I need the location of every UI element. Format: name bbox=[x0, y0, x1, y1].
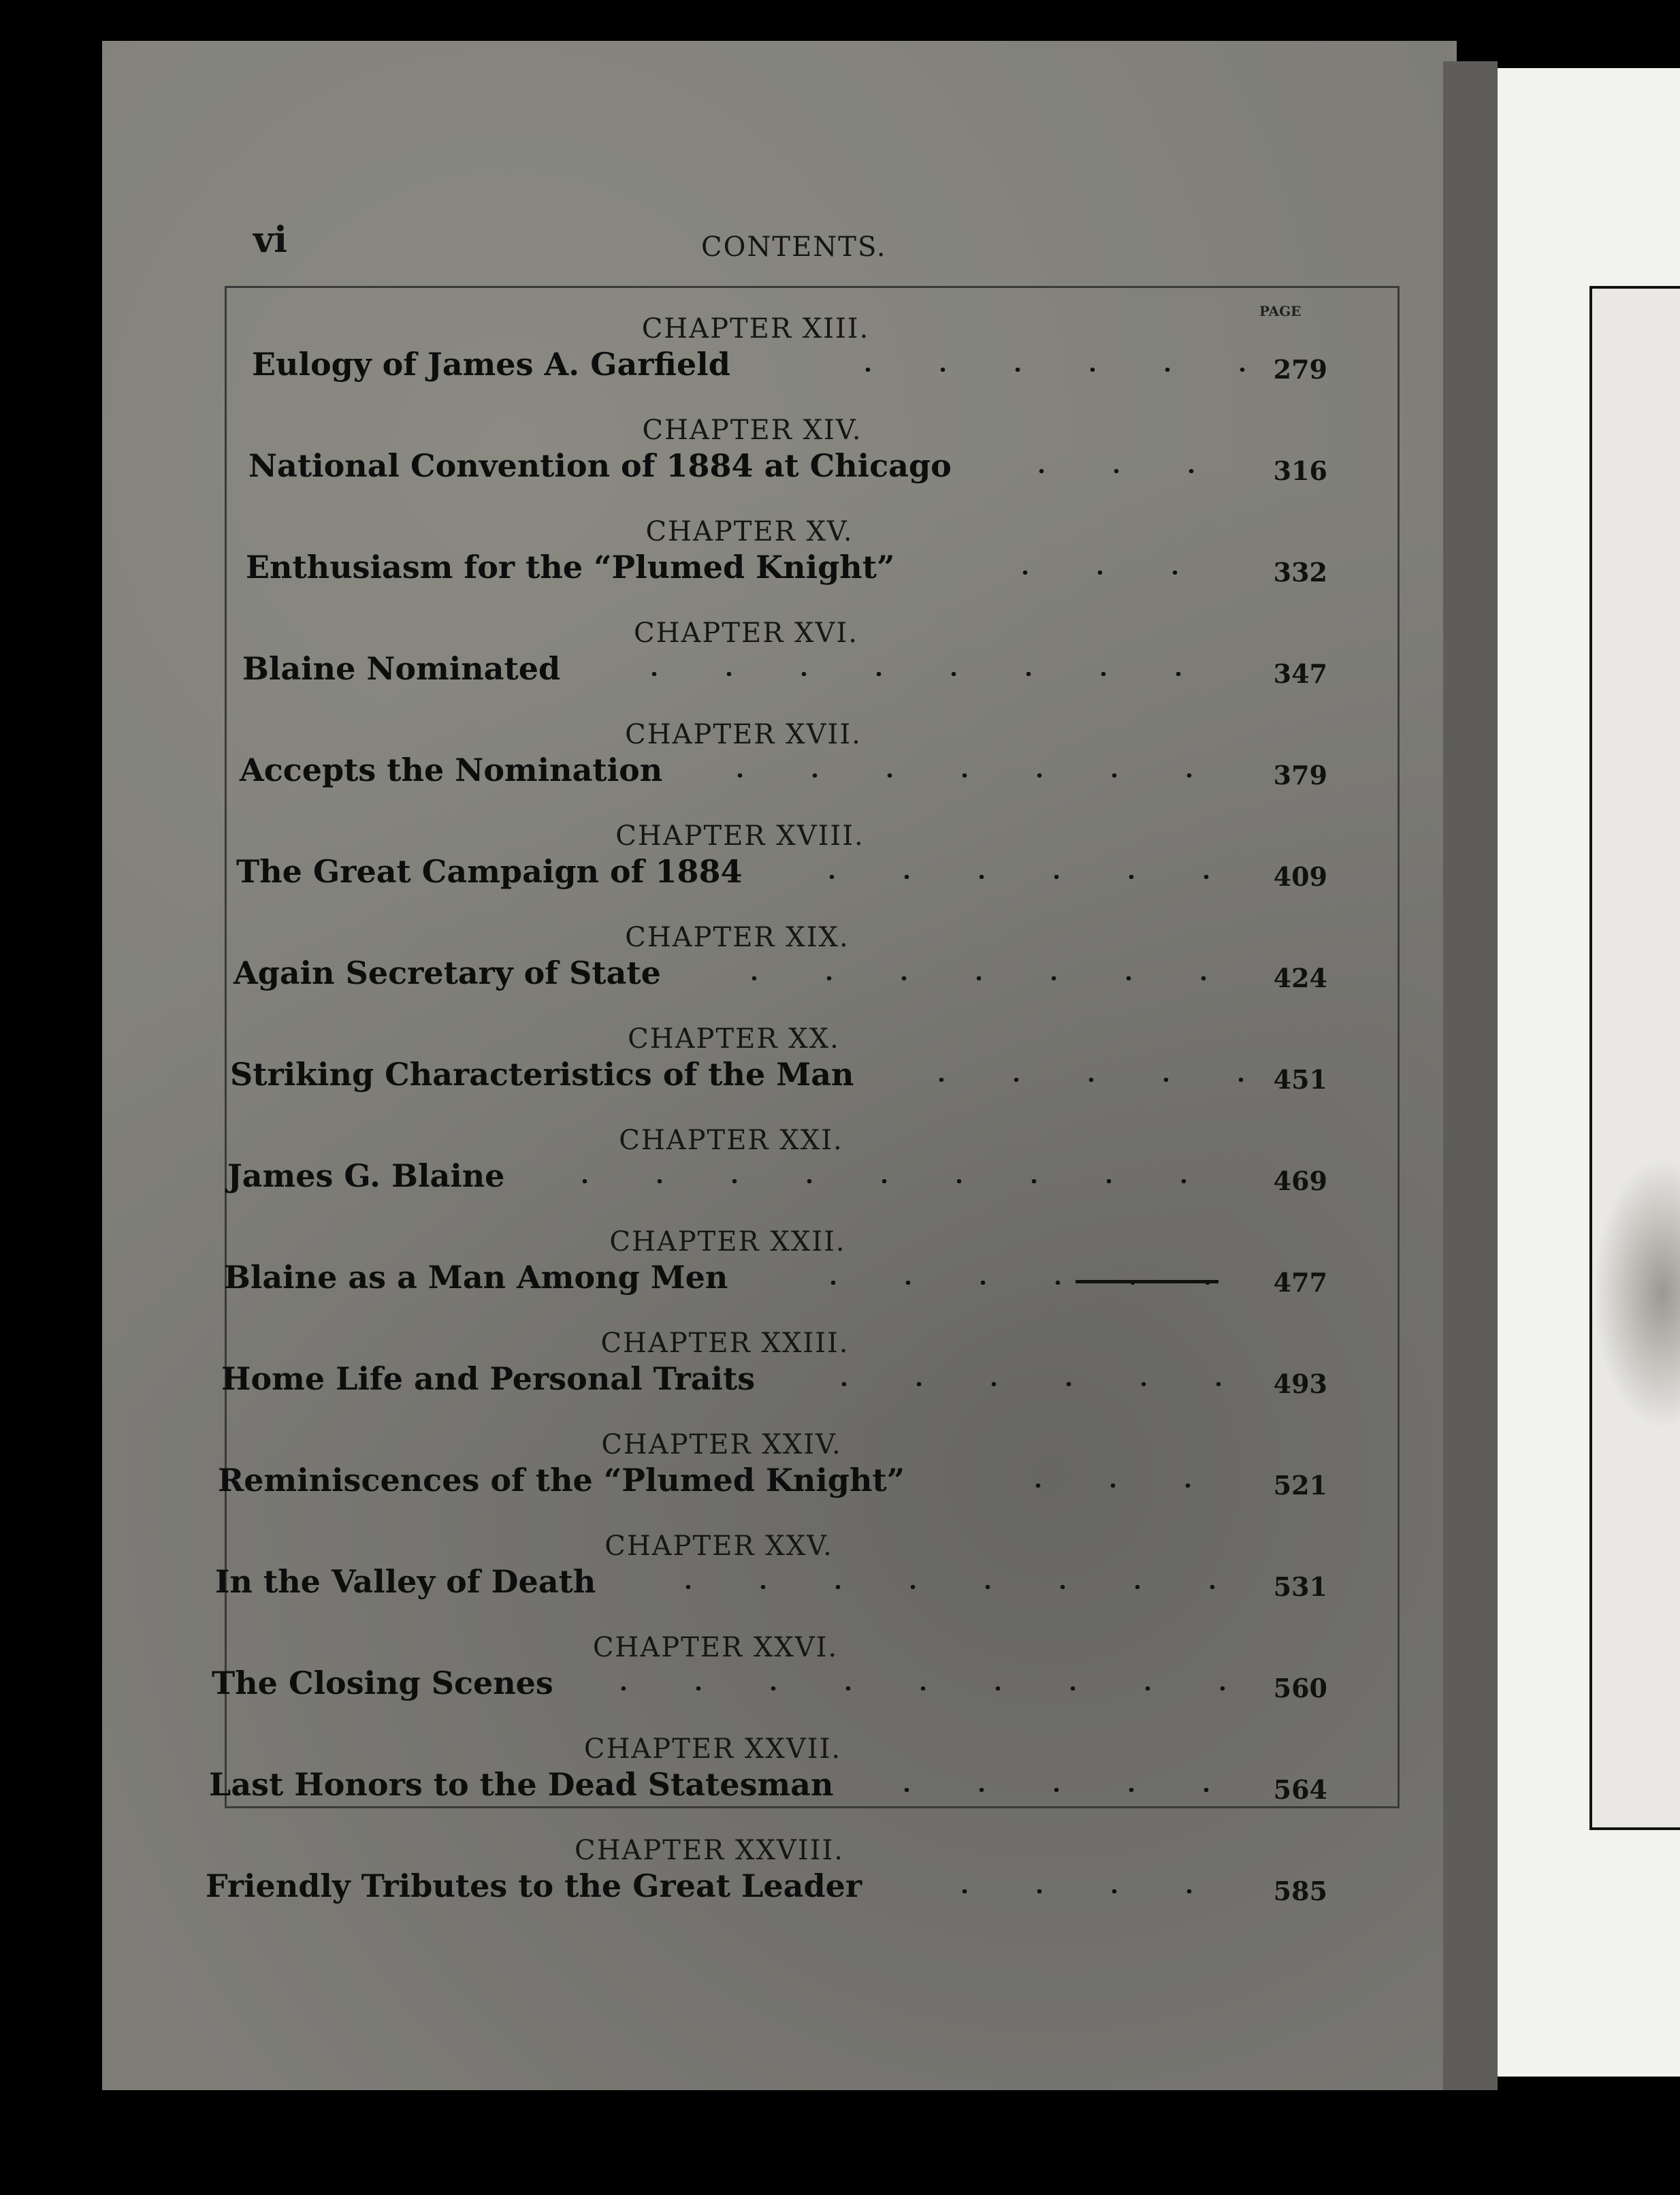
chapter-title: National Convention of 1884 at Chicago bbox=[248, 447, 952, 484]
dot-leader bbox=[547, 1179, 1246, 1183]
chapter-title: Blaine as a Man Among Men bbox=[224, 1259, 728, 1296]
chapter-title: James G. Blaine bbox=[227, 1157, 505, 1194]
dot-leader bbox=[794, 875, 1246, 879]
dot-leader bbox=[869, 1788, 1246, 1792]
dot-leader bbox=[702, 773, 1246, 778]
page-number: 347 bbox=[1273, 658, 1327, 689]
facing-plate-frame bbox=[1589, 286, 1680, 1830]
chapter-heading: CHAPTER XIX. bbox=[625, 922, 850, 953]
chapter-title: Home Life and Personal Traits bbox=[221, 1360, 756, 1397]
dot-leader bbox=[807, 1382, 1246, 1386]
chapter-title: Last Honors to the Dead Statesman bbox=[209, 1766, 834, 1803]
chapter-heading: CHAPTER XVIII. bbox=[615, 820, 865, 852]
chapter-heading: CHAPTER XVI. bbox=[634, 618, 858, 649]
short-rule bbox=[1076, 1280, 1218, 1283]
dot-leader bbox=[1004, 469, 1246, 473]
chapter-heading: CHAPTER XXI. bbox=[619, 1125, 843, 1156]
chapter-title: Enthusiasm for the “Plumed Knight” bbox=[246, 549, 895, 586]
chapter-heading: CHAPTER XXVI. bbox=[592, 1632, 839, 1663]
page-number: 409 bbox=[1273, 861, 1327, 892]
running-head: CONTENTS. bbox=[701, 231, 887, 263]
chapter-title: The Closing Scenes bbox=[212, 1665, 553, 1701]
chapter-heading: CHAPTER XV. bbox=[645, 516, 854, 547]
page-number: 316 bbox=[1273, 455, 1327, 486]
chapter-title: Reminiscences of the “Plumed Knight” bbox=[218, 1462, 905, 1499]
chapter-heading: CHAPTER XXIII. bbox=[600, 1328, 850, 1359]
page-column-label: PAGE bbox=[1259, 303, 1302, 319]
chapter-heading: CHAPTER XXII. bbox=[609, 1226, 846, 1257]
chapter-title: Blaine Nominated bbox=[242, 650, 561, 687]
chapter-heading: CHAPTER XXIV. bbox=[601, 1429, 842, 1460]
facing-plate-image bbox=[1593, 1157, 1680, 1430]
chapter-title: In the Valley of Death bbox=[215, 1563, 596, 1600]
chapter-heading: CHAPTER XX. bbox=[628, 1023, 840, 1055]
chapter-heading: CHAPTER XIV. bbox=[642, 415, 862, 446]
page-number: 564 bbox=[1273, 1774, 1327, 1805]
page-number: 493 bbox=[1273, 1368, 1327, 1399]
page-number: 585 bbox=[1273, 1876, 1327, 1906]
chapter-title: Striking Characteristics of the Man bbox=[230, 1056, 854, 1093]
chapter-title: Accepts the Nomination bbox=[240, 752, 663, 788]
dot-leader bbox=[927, 1889, 1246, 1893]
page-number: 521 bbox=[1273, 1470, 1327, 1501]
page-number: 279 bbox=[1273, 354, 1327, 385]
chapter-heading: CHAPTER XXV. bbox=[604, 1531, 833, 1562]
page-number: 379 bbox=[1273, 760, 1327, 790]
dot-leader bbox=[830, 368, 1246, 372]
page-number: 531 bbox=[1273, 1571, 1327, 1602]
chapter-title: Friendly Tributes to the Great Leader bbox=[206, 1868, 862, 1904]
chapter-title: Again Secretary of State bbox=[233, 955, 661, 991]
page-number: 477 bbox=[1273, 1267, 1327, 1298]
page-number: 560 bbox=[1273, 1673, 1327, 1703]
dot-leader bbox=[988, 571, 1246, 575]
page-number: 469 bbox=[1273, 1166, 1327, 1196]
chapter-title: The Great Campaign of 1884 bbox=[236, 853, 743, 890]
dot-leader bbox=[904, 1078, 1246, 1082]
dot-leader bbox=[617, 672, 1246, 676]
chapter-heading: CHAPTER XXVII. bbox=[583, 1733, 842, 1765]
page-number: 424 bbox=[1273, 963, 1327, 993]
chapter-heading: CHAPTER XVII. bbox=[625, 719, 862, 750]
dot-leader bbox=[586, 1686, 1246, 1691]
chapter-heading: CHAPTER XIII. bbox=[641, 313, 870, 345]
chapter-title: Eulogy of James A. Garfield bbox=[252, 346, 730, 383]
folio-number: vi bbox=[253, 219, 287, 261]
page-number: 451 bbox=[1273, 1064, 1327, 1095]
dot-leader bbox=[717, 976, 1246, 980]
chapter-heading: CHAPTER XXVIII. bbox=[575, 1835, 844, 1866]
page-number: 332 bbox=[1273, 557, 1327, 588]
page-gutter-edge bbox=[1443, 61, 1498, 2090]
dot-leader bbox=[1001, 1484, 1246, 1488]
dot-leader bbox=[651, 1585, 1246, 1589]
